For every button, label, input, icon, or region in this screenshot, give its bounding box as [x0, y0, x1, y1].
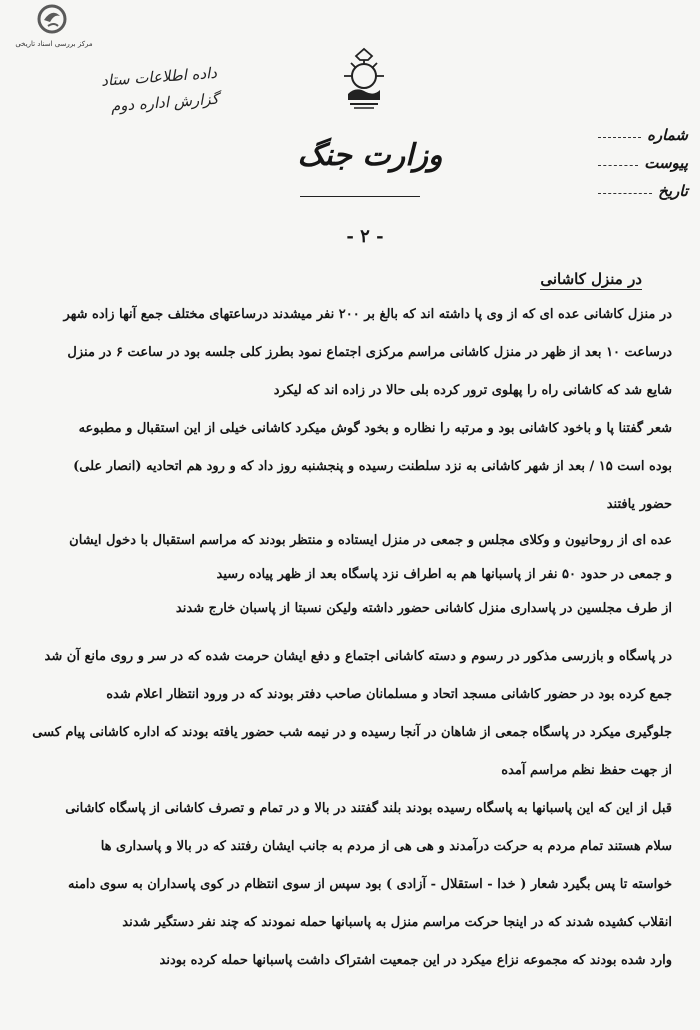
attachment-field-line — [598, 165, 638, 166]
title-underline — [300, 196, 420, 197]
date-field-label: تاریخ — [658, 182, 688, 200]
archive-name: مرکز بررسی اسناد تاریخی — [15, 40, 93, 48]
attachment-field — [598, 144, 688, 172]
text-line: از جهت حفظ نظم مراسم آمده — [501, 763, 672, 778]
text-line: و جمعی در حدود ۵۰ نفر از پاسبانها هم به اطراف نزد پاسگاه بعد از ظهر پیاده رسید — [216, 567, 672, 582]
text-line: از طرف مجلسین در پاسداری منزل کاشانی حضور داشته ولیکن نسبتا از پاسبان خارج شدند — [175, 601, 672, 616]
page-number: - ۲ - — [346, 226, 384, 247]
paragraph — [28, 486, 672, 626]
archive-emblem-icon — [34, 4, 70, 36]
number-field-label: شماره — [647, 126, 688, 144]
text-line: جمع کرده بود در حضور کاشانی مسجد اتحاد و مسلمانان صاحب دفتر بودند که در ورود انتظار اعلام شده — [106, 687, 672, 702]
text-line: سلام هستند تمام مردم به حرکت درآمدند و هی هی از مردم به جانب ایشان رفتند که در بالا و پاسداری ها — [100, 839, 672, 854]
text-line: حضور یافتند — [606, 497, 672, 512]
lion-and-sun-emblem-icon — [336, 46, 392, 112]
letterhead-fields — [598, 116, 688, 200]
number-field-line — [598, 137, 641, 138]
date-field-line — [598, 193, 652, 194]
attachment-field-label: پیوست — [644, 154, 688, 172]
text-line: انقلاب کشیده شدند که در اینجا حرکت مراسم منزل به پاسبانها حمله نمودند که چند نفر دستگیر شدند — [122, 915, 672, 930]
text-line: خواسته تا پس بگیرد شعار ( خدا - استقلال - آزادی ) بود سپس از سوی انتظام در کوی پاسداران به سوی دامنه — [68, 877, 672, 892]
handwritten-note-line: داده اطلاعات ستاد — [100, 63, 218, 90]
text-line: شایع شد که کاشانی راه را پهلوی ترور کرده بلی حالا در زاده اند که لیکرد — [273, 383, 672, 398]
letter-body — [28, 296, 672, 980]
text-line: جلوگیری میکرد در پاسگاه جمعی از شاهان در آنجا رسیده و در نیمه شب حضور یافته بودند که اداره کاشانی پیام کسی — [32, 725, 672, 740]
archive-logo — [6, 4, 102, 54]
paragraph — [28, 296, 672, 486]
text-line: درساعت ۱۰ بعد از ظهر در منزل کاشانی مراسم مرکزی اجتماع نمود بطرز کلی جلسه بود در ساعت ۶ در منزل — [67, 345, 672, 360]
text-line: بوده است ۱۵ / بعد از شهر کاشانی به نزد سلطنت رسیده و پنجشنبه روز داد که و رود هم اتحادیه (انصار علی) — [73, 459, 672, 474]
ministry-title: وزارت جنگ — [297, 138, 443, 173]
section-heading: در منزل کاشانی — [540, 270, 642, 288]
number-field — [598, 116, 688, 144]
text-line: در پاسگاه و بازرسی مذکور در رسوم و دسته کاشانی اجتماع و دفع ایشان حرمت شده که در سر و روی مانع آن شد — [44, 649, 672, 664]
handwritten-note-line: گزارش اداره دوم — [110, 89, 220, 116]
text-line: شعر گفتنا پا و باخود کاشانی بود و مرتبه را نظاره و بخود گوش میکرد کاشانی خیلی از این استقبال و مطبوعه — [78, 421, 672, 436]
paragraph — [28, 790, 672, 980]
text-line: وارد شده بودند که مجموعه نزاع میکرد در این جمعیت اشتراک داشت پاسبانها حمله کرده بودند — [159, 953, 672, 968]
handwritten-note — [36, 60, 219, 124]
text-line: عده ای از روحانیون و وکلای مجلس و جمعی در منزل ایستاده و منتظر بودند که مراسم استقبال با دخول ایشان — [69, 533, 672, 548]
date-field — [598, 172, 688, 200]
text-line: قبل از این که این پاسبانها به پاسگاه رسیده بودند بلند گفتند در بالا و در تمام و تصرف کاشانی از پاسگاه کاشانی — [65, 801, 672, 816]
paragraph — [28, 638, 672, 790]
text-line: در منزل کاشانی عده ای که از وی پا داشته اند که بالغ بر ۲۰۰ نفر میشدند درساعتهای مختلف جمع آنها زاده شهر — [63, 307, 672, 322]
